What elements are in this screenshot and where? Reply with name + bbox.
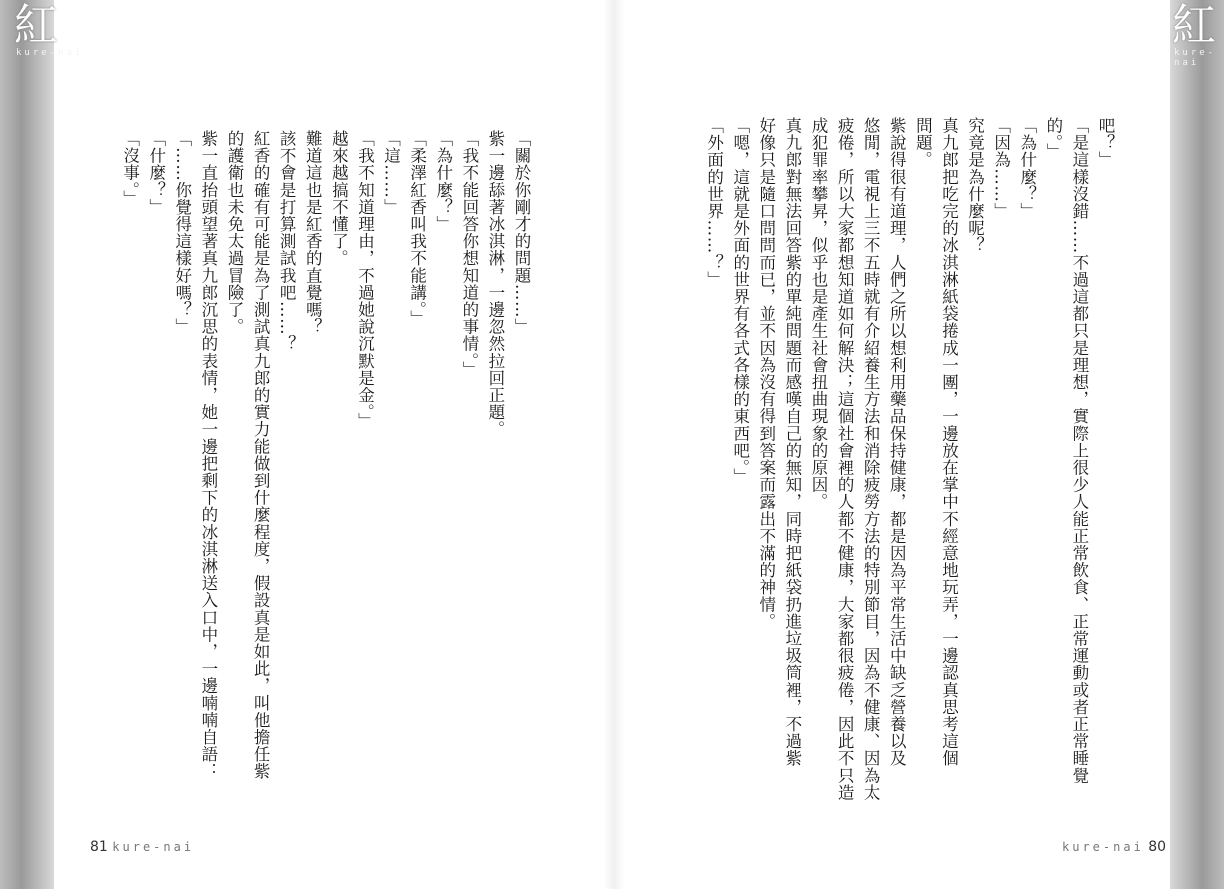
kurenai-logo-sub-left: kure-nai — [16, 48, 84, 58]
text-line: 「什麼？」 — [146, 130, 166, 216]
running-title: kure-nai — [112, 840, 195, 854]
right-page-text — [701, 117, 1119, 801]
text-line: 好像只是隨口問問而已，並不因為沒有得到答案而露出不滿的神情。 — [756, 117, 776, 630]
text-line: 的護衛也未免太過冒險了。 — [224, 130, 244, 336]
text-line: 「這……」 — [381, 130, 401, 216]
left-page-text — [117, 130, 535, 780]
text-line: 悠閒，電視上三不五時就有介紹養生方法和消除疲勞方法的特別節目，因為不健康、因為太 — [861, 117, 881, 801]
text-line: 吧？」 — [1096, 117, 1115, 169]
text-line: 該不會是打算測試我吧……？ — [277, 130, 297, 353]
text-line: 難道這也是紅香的直覺嗎？ — [303, 130, 323, 336]
book-gutter — [604, 0, 624, 889]
kurenai-logo-sub-right: kure-nai — [1174, 48, 1217, 68]
page-number: 81 — [90, 839, 108, 855]
right-edge-band — [1170, 0, 1224, 889]
text-line: 「柔澤紅香叫我不能講。」 — [407, 130, 427, 327]
text-line: 「為什麼？」 — [1017, 117, 1037, 220]
text-line: 紫說得很有道理，人們之所以想利用藥品保持健康，都是因為平常生活中缺乏營養以及 — [887, 117, 907, 767]
text-line: 「外面的世界……？」 — [704, 117, 724, 288]
text-line: 「我不能回答你想知道的事情。」 — [459, 130, 479, 379]
text-line: 「是這樣沒錯……不過這都只是理想，實際上很少人能正常飲食、正常運動或者正常睡覺 — [1069, 117, 1089, 784]
text-line: 紅香的確有可能是為了測試真九郎的實力能做到什麼程度，假設真是如此，叫他擔任紫 — [251, 130, 271, 780]
text-line: 「沒事。」 — [120, 130, 140, 208]
text-line: 「因為……」 — [991, 117, 1011, 220]
kurenai-logo-left: 紅 — [14, 0, 58, 51]
text-line: 究竟是為什麼呢？ — [965, 117, 985, 254]
right-folio — [1062, 839, 1166, 855]
text-line: 紫一直抬頭望著真九郎沉思的表情，她一邊把剩下的冰淇淋送入口中，一邊喃喃自語： — [198, 130, 218, 780]
text-line: 越來越搞不懂了。 — [329, 130, 349, 267]
text-line: 「我不知道理由，不過她說沉默是金。」 — [355, 130, 375, 430]
kurenai-logo-right: 紅 — [1172, 0, 1216, 51]
text-line: 真九郎把吃完的冰淇淋紙袋捲成一團，一邊放在掌中不經意地玩弄，一邊認真思考這個 — [939, 117, 959, 767]
left-folio — [90, 839, 194, 855]
text-line: 問題。 — [913, 117, 933, 169]
text-line: 紫一邊舔著冰淇淋，一邊忽然拉回正題。 — [485, 130, 505, 438]
text-line: 成犯罪率攀昇，似乎也是產生社會扭曲現象的原因。 — [808, 117, 828, 511]
left-edge-band — [0, 0, 54, 889]
text-line: 疲倦，所以大家都想知道如何解決；這個社會裡的人都不健康，大家都很疲倦，因此不只造 — [835, 117, 855, 801]
text-line: 「關於你剛才的問題……」 — [512, 130, 531, 336]
text-line: 「為什麼？」 — [433, 130, 453, 233]
page-number: 80 — [1148, 839, 1167, 855]
text-line: 的。」 — [1043, 117, 1063, 161]
text-line: 「……你覺得這樣好嗎？」 — [172, 130, 192, 336]
text-line: 「嗯，這就是外面的世界有各式各樣的東西吧。」 — [730, 117, 750, 485]
text-line: 真九郎對無法回答紫的單純問題而感嘆自己的無知，同時把紙袋扔進垃圾筒裡，不過紫 — [782, 117, 802, 767]
running-title: kure-nai — [1062, 840, 1144, 854]
